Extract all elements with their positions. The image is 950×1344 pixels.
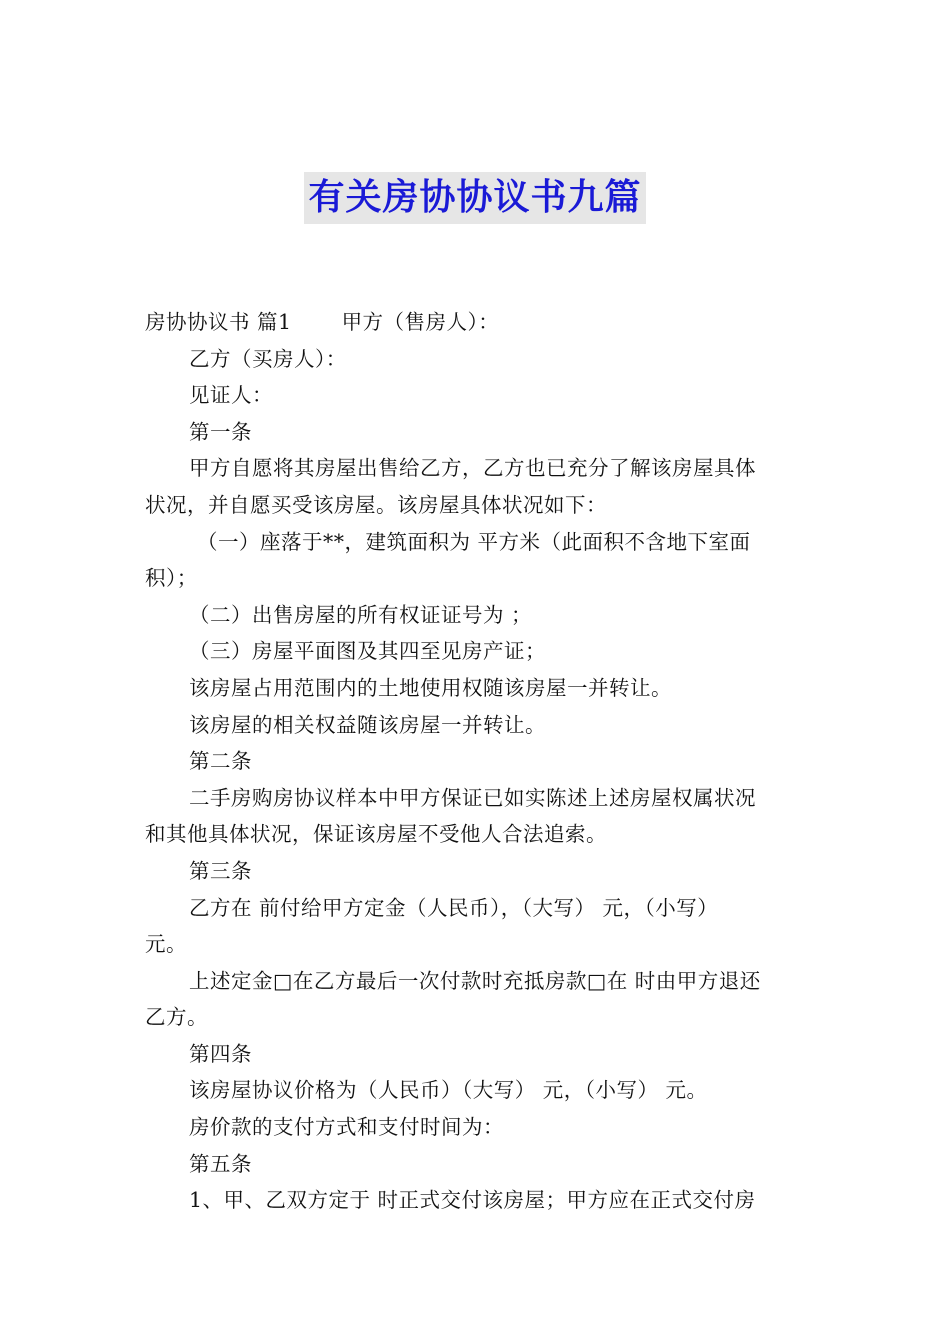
paragraph-line: 见证人： — [189, 383, 273, 408]
paragraph-line: 状况，并自愿买受该房屋。该房屋具体状况如下： — [145, 492, 607, 517]
paragraph-line: 1、甲、乙双方定于 时正式交付该房屋；甲方应在正式交付房 — [189, 1188, 756, 1213]
article-heading: 第二条 — [189, 749, 252, 774]
article-heading: 第五条 — [189, 1151, 252, 1176]
paragraph-line: （二）出售房屋的所有权证证号为 ； — [189, 602, 533, 627]
paragraph-line: （三）房屋平面图及其四至见房产证； — [189, 639, 546, 664]
article-heading: 第三条 — [189, 858, 252, 883]
paragraph-line: （一）座落于**，建筑面积为 平方米（此面积不含地下室面 — [197, 529, 751, 554]
article-heading: 第一条 — [189, 419, 252, 444]
paragraph-line: 房价款的支付方式和支付时间为： — [189, 1115, 504, 1140]
party-a-label: 甲方（售房人）： — [341, 310, 500, 334]
paragraph-line: 该房屋的相关权益随该房屋一并转让。 — [189, 712, 546, 737]
paragraph-line: 元。 — [145, 932, 187, 957]
paragraph-line: 甲方自愿将其房屋出售给乙方，乙方也已充分了解该房屋具体 — [189, 456, 756, 481]
paragraph-line: 乙方（买房人）： — [189, 346, 347, 371]
paragraph-line — [145, 304, 810, 341]
paragraph-line: 积）； — [145, 566, 198, 591]
paragraph-line: 和其他具体状况，保证该房屋不受他人合法追索。 — [145, 822, 607, 847]
title-container — [0, 172, 950, 224]
document-body — [145, 304, 810, 1219]
paragraph-line: 乙方。 — [145, 1005, 208, 1030]
section-heading: 房协协议书 篇1 — [145, 310, 292, 334]
paragraph-line: 二手房购房协议样本中甲方保证已如实陈述上述房屋权属状况 — [189, 785, 756, 810]
paragraph-line: 上述定金□在乙方最后一次付款时充抵房款□在 时由甲方退还 — [189, 968, 761, 993]
paragraph-line: 乙方在 前付给甲方定金（人民币），（大写） 元，（小写） — [189, 895, 719, 920]
paragraph-line: 该房屋占用范围内的土地使用权随该房屋一并转让。 — [189, 675, 672, 700]
article-heading: 第四条 — [189, 1041, 252, 1066]
document-title: 有关房协协议书九篇 — [304, 172, 645, 224]
paragraph-line: 该房屋协议价格为（人民币）（大写） 元，（小写） 元。 — [189, 1078, 708, 1103]
